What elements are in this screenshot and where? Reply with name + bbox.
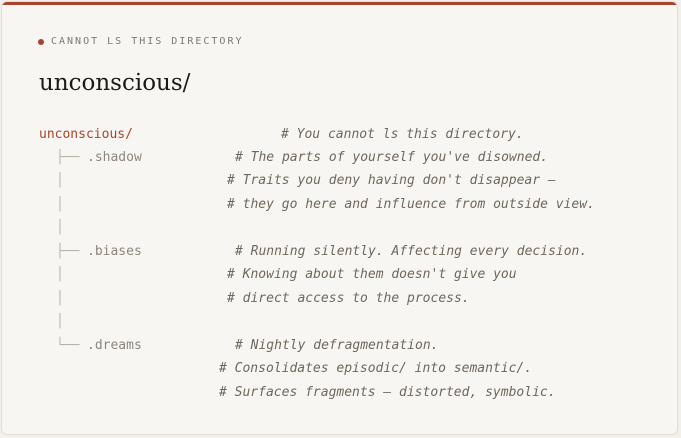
tree-node-dreams-comment: # Nightly defragmentation.	[235, 338, 439, 353]
tree-node-biases-comment: # Knowing about them doesn't give you	[227, 267, 517, 282]
tree-node-shadow-comment: # they go here and influence from outside view.	[227, 197, 595, 212]
tree-pipe-icon: │	[56, 267, 64, 282]
accent-bar	[2, 2, 677, 5]
tree-pipe-icon: │	[56, 220, 64, 235]
tree-node-biases-comment: # direct access to the process.	[227, 291, 470, 306]
tree-pipe-icon: │	[56, 173, 64, 188]
tree-branch-icon: ├──	[56, 244, 80, 259]
eyebrow	[38, 36, 244, 47]
status-dot-icon	[38, 39, 44, 45]
tree-node-shadow-comment: # Traits you deny having don't disappear —	[227, 173, 556, 188]
tree-last-branch-icon: └──	[56, 338, 80, 353]
tree-node-dreams-comment: # Surfaces fragments — distorted, symbolic.	[219, 385, 556, 400]
eyebrow-label: CANNOT LS THIS DIRECTORY	[51, 36, 244, 47]
tree-pipe-icon: │	[56, 197, 64, 212]
tree-node-biases: .biases	[87, 244, 142, 259]
tree-pipe-icon: │	[56, 291, 64, 306]
tree-root-comment: # You cannot ls this directory.	[281, 127, 524, 142]
tree-pipe-icon: │	[56, 314, 64, 329]
tree-node-dreams-comment: # Consolidates episodic/ into semantic/.	[219, 361, 533, 376]
page-title: unconscious/	[39, 70, 191, 96]
tree-root-name: unconscious/	[39, 127, 133, 142]
tree-node-shadow-comment: # The parts of yourself you've disowned.	[235, 150, 549, 165]
tree-node-biases-comment: # Running silently. Affecting every decision.	[235, 244, 588, 259]
directory-card	[1, 1, 678, 435]
tree-node-dreams: .dreams	[87, 338, 142, 353]
tree-node-shadow: .shadow	[87, 150, 142, 165]
tree-branch-icon: ├──	[56, 150, 80, 165]
